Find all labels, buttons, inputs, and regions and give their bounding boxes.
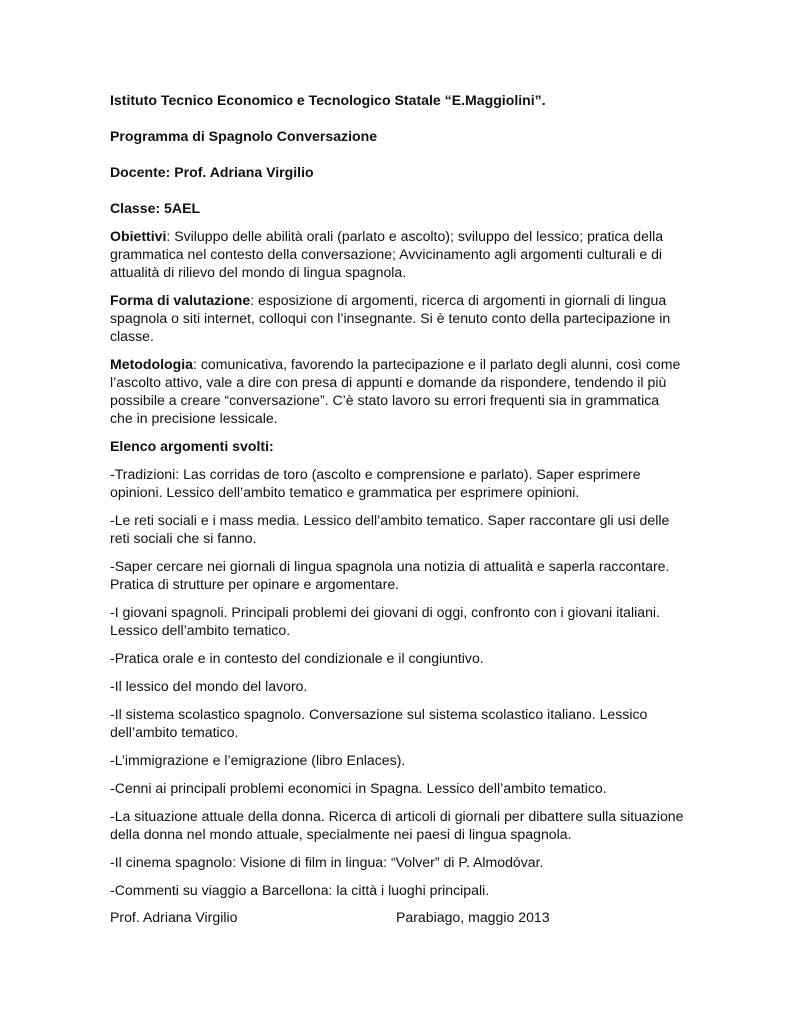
list-item: -Le reti sociali e i mass media. Lessico dell’ambito tematico. Saper raccontare gli usi delle reti sociali che si fanno. — [110, 512, 670, 546]
list-item: -Saper cercare nei giornali di lingua spagnola una notizia di attualità e saperla raccontare. Pratica di strutture per opinare e argomentare. — [110, 558, 670, 592]
objectives-paragraph — [110, 227, 685, 281]
teacher-line: Docente: Prof. Adriana Virgilio — [110, 164, 314, 180]
methodology-paragraph — [110, 355, 685, 427]
methodology-label: Metodologia — [110, 356, 193, 372]
list-item: -Il lessico del mondo del lavoro. — [110, 678, 308, 694]
objectives-text: : Sviluppo delle abilità orali (parlato e ascolto); sviluppo del lessico; pratica della grammatica nel contesto della conversazione; Avvicinamento agli argomenti culturali e di attualità di rilievo del mondo di lingua spagnola. — [110, 228, 664, 280]
evaluation-label: Forma di valutazione — [110, 292, 251, 308]
place-date: Parabiago, maggio 2013 — [396, 909, 550, 925]
methodology-text: : comunicativa, favorendo la partecipazione e il parlato degli alunni, così come l’ascolto attivo, vale a dire con presa di appunti e domande da rispondere, tendendo il più possibile a creare “conversazione”. C’è stato lavoro su errori frequenti sia in grammatica che in precisione lessicale. — [110, 356, 681, 426]
list-item: -La situazione attuale della donna. Ricerca di articoli di giornali per dibattere sulla situazione della donna nel mondo attuale, specialmente nei paesi di lingua spagnola. — [110, 808, 684, 842]
list-item: -I giovani spagnoli. Principali problemi dei giovani di oggi, confronto con i giovani italiani. Lessico dell’ambito tematico. — [110, 604, 660, 638]
list-item: -Tradizioni: Las corridas de toro (ascolto e comprensione e parlato). Saper esprimere opinioni. Lessico dell’ambito tematico e grammatica per esprimere opinioni. — [110, 466, 641, 500]
list-item: -Commenti su viaggio a Barcellona: la città i luoghi principali. — [110, 882, 490, 898]
program-title: Programma di Spagnolo Conversazione — [110, 128, 378, 144]
list-item: -Il cinema spagnolo: Visione di film in lingua: “Volver” di P. Almodóvar. — [110, 854, 544, 870]
list-item: -Il sistema scolastico spagnolo. Conversazione sul sistema scolastico italiano. Lessico dell’ambito tematico. — [110, 706, 648, 740]
topics-title: Elenco argomenti svolti: — [110, 438, 274, 454]
class-line: Classe: 5AEL — [110, 200, 201, 216]
objectives-label: Obiettivi — [110, 228, 167, 244]
evaluation-text: : esposizione di argomenti, ricerca di argomenti in giornali di lingua spagnola o siti internet, colloqui con l’insegnante. Si è tenuto conto della partecipazione in classe. — [110, 292, 671, 344]
list-item: -Cenni ai principali problemi economici in Spagna. Lessico dell’ambito tematico. — [110, 780, 607, 796]
list-item: -Pratica orale e in contesto del condizionale e il congiuntivo. — [110, 650, 484, 666]
topics-list — [110, 465, 685, 899]
institute-title: Istituto Tecnico Economico e Tecnologico Statale “E.Maggiolini”. — [110, 92, 546, 108]
document-body — [110, 91, 685, 909]
evaluation-paragraph — [110, 291, 685, 345]
signature: Prof. Adriana Virgilio — [110, 909, 238, 925]
list-item: -L’immigrazione e l’emigrazione (libro Enlaces). — [110, 752, 406, 768]
